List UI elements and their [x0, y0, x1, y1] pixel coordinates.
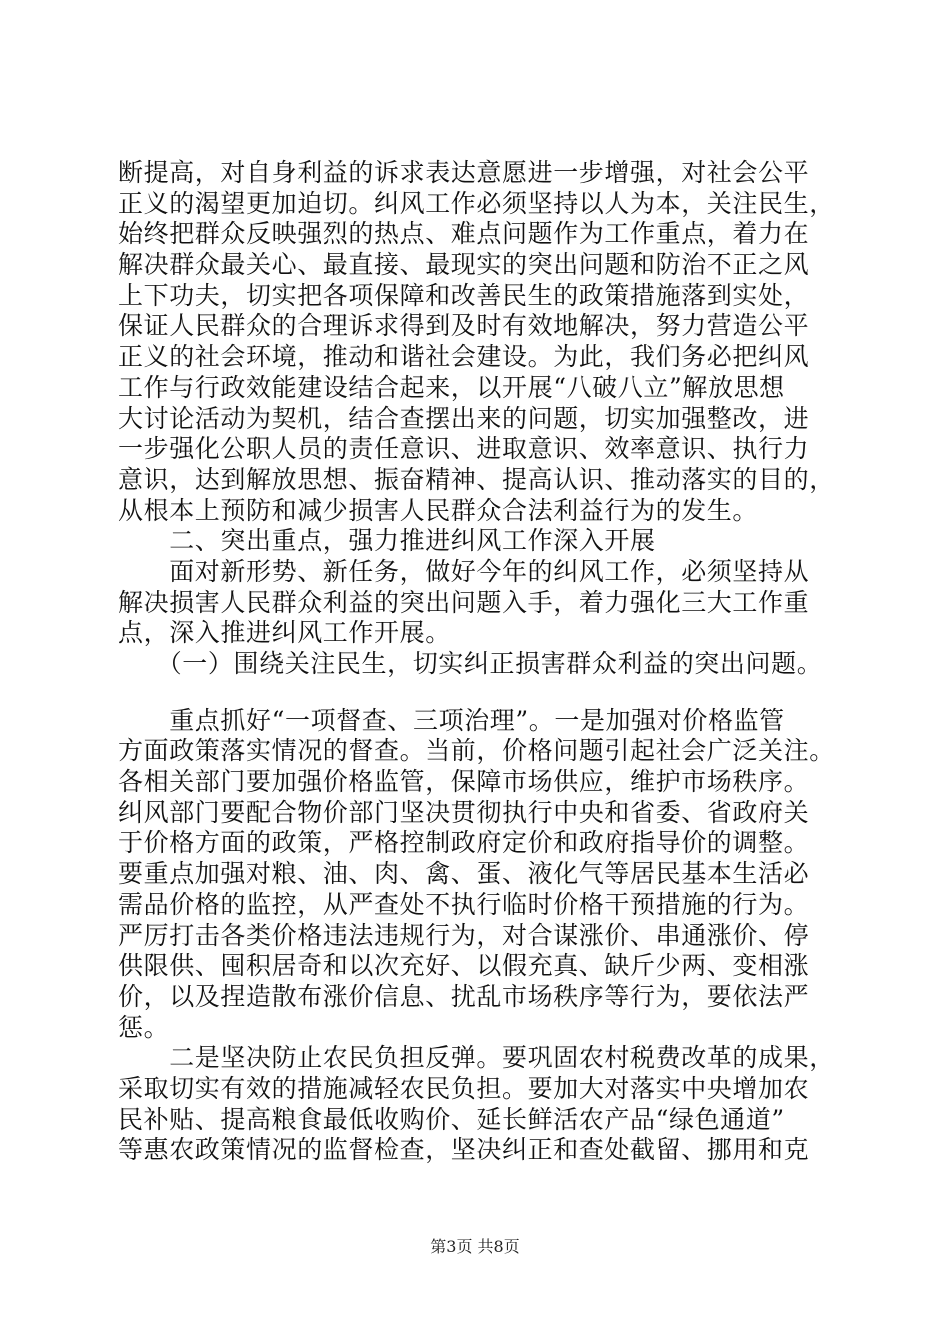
text-line: 大讨论活动为契机，结合查摆出来的问题，切实加强整改，进: [118, 403, 810, 433]
text-line: 一步强化公职人员的责任意识、进取意识、效率意识、执行力: [118, 434, 810, 464]
text-line: 供限供、囤积居奇和以次充好、以假充真、缺斤少两、变相涨: [118, 951, 810, 981]
text-line: 要重点加强对粮、油、肉、禽、蛋、液化气等居民基本生活必: [118, 859, 810, 889]
text-line: 保证人民群众的合理诉求得到及时有效地解决，努力营造公平: [118, 311, 810, 341]
text-line: 严厉打击各类价格违法违规行为，对合谋涨价、串通涨价、停: [118, 920, 810, 950]
text-line: 正义的社会环境，推动和谐社会建设。为此，我们务必把纠风: [118, 342, 810, 372]
section-heading: 二、突出重点，强力推进纠风工作深入开展: [118, 526, 656, 556]
text-line: 各相关部门要加强价格监管，保障市场供应，维护市场秩序。: [118, 767, 810, 797]
text-line: 民补贴、提高粮食最低收购价、延长鲜活农产品“绿色通道”: [118, 1104, 785, 1134]
text-line: 正义的渴望更加迫切。纠风工作必须坚持以人为本，关注民生，: [118, 188, 835, 218]
text-line: 从根本上预防和减少损害人民群众合法利益行为的发生。: [118, 495, 759, 525]
subsection-heading: （一）围绕关注民生，切实纠正损害群众利益的突出问题。: [118, 649, 823, 678]
text-line: 意识，达到解放思想、振奋精神、提高认识、推动落实的目的，: [118, 464, 835, 494]
text-line: 重点抓好“一项督查、三项治理”。一是加强对价格监管: [118, 705, 785, 735]
text-line: 工作与行政效能建设结合起来，以开展“八破八立”解放思想: [118, 372, 785, 402]
text-line: 于价格方面的政策，严格控制政府定价和政府指导价的调整。: [118, 828, 810, 858]
text-line: 需品价格的监控，从严查处不执行临时价格干预措施的行为。: [118, 889, 810, 919]
text-line: 采取切实有效的措施减轻农民负担。要加大对落实中央增加农: [118, 1073, 810, 1103]
text-line: 断提高，对自身利益的诉求表达意愿进一步增强，对社会公平: [118, 158, 810, 187]
document-body: [118, 158, 848, 1166]
text-line: 解决群众最关心、最直接、最现实的突出问题和防治不正之风: [118, 250, 810, 280]
text-line: 方面政策落实情况的督查。当前，价格问题引起社会广泛关注。: [118, 736, 835, 766]
page-footer: [0, 1237, 950, 1257]
text-line: 惩。: [118, 1012, 170, 1042]
text-line: 纠风部门要配合物价部门坚决贯彻执行中央和省委、省政府关: [118, 797, 810, 827]
text-line: 点，深入推进纠风工作开展。: [118, 618, 451, 648]
text-line: 面对新形势、新任务，做好今年的纠风工作，必须坚持从: [118, 556, 810, 586]
text-line: 始终把群众反映强烈的热点、难点问题作为工作重点，着力在: [118, 219, 810, 249]
text-line: 上下功夫，切实把各项保障和改善民生的政策措施落到实处，: [118, 280, 810, 310]
page-number-label: 第3页 共8页: [430, 1237, 520, 1256]
text-line: 等惠农政策情况的监督检查，坚决纠正和查处截留、挪用和克: [118, 1135, 810, 1165]
text-line: 二是坚决防止农民负担反弹。要巩固农村税费改革的成果，: [118, 1043, 835, 1073]
text-line: 解决损害人民群众利益的突出问题入手，着力强化三大工作重: [118, 587, 810, 617]
text-line: 价，以及捏造散布涨价信息、扰乱市场秩序等行为，要依法严: [118, 981, 810, 1011]
blank-line: [118, 680, 848, 706]
